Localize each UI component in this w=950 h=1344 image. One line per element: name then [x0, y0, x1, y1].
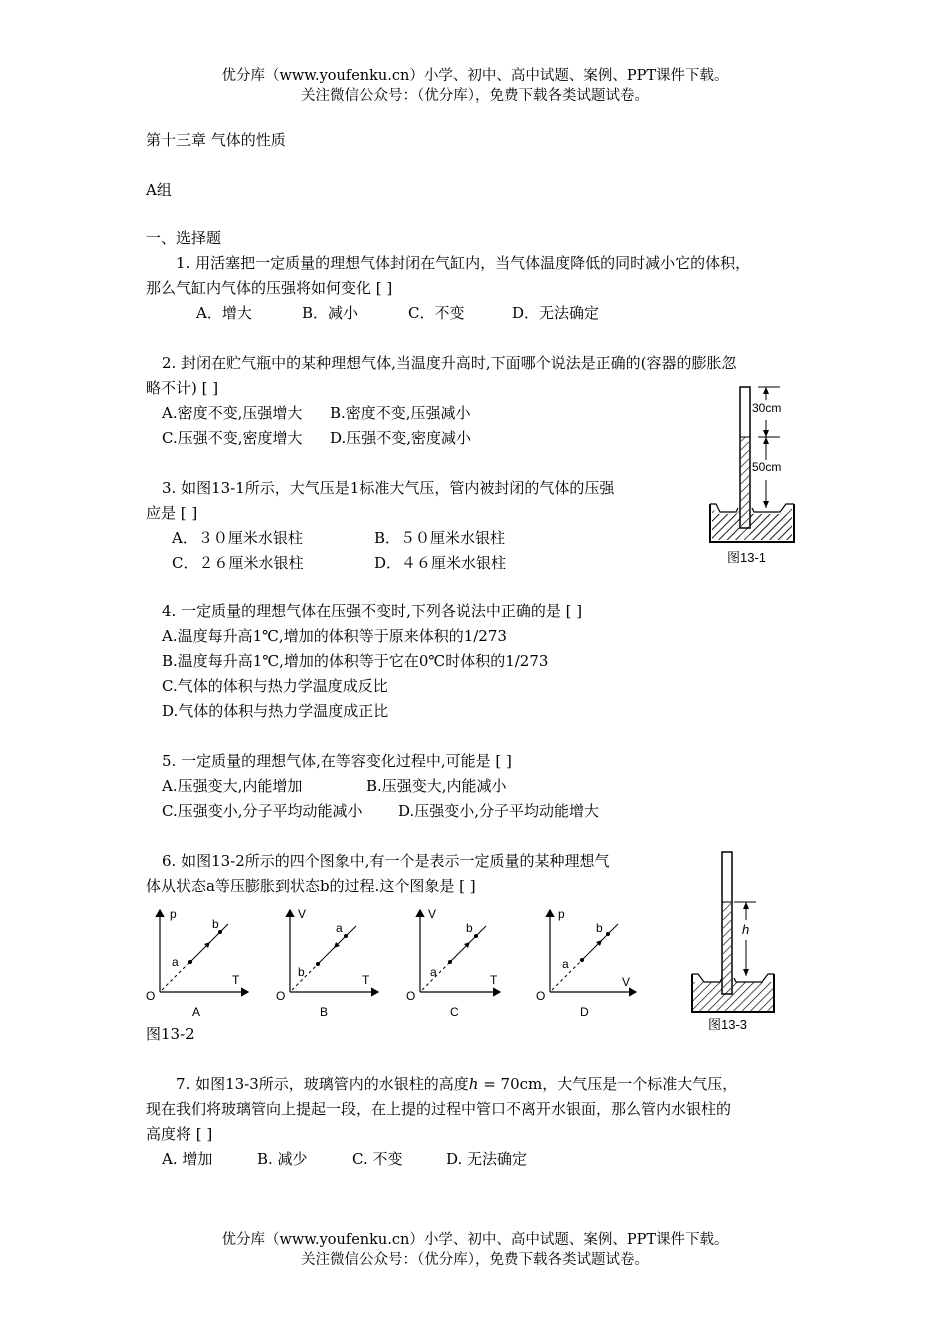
q1-option-c: C．不变 — [408, 304, 465, 322]
fig13-2-d-yaxis: p — [558, 907, 565, 921]
section-heading: 一、选择题 — [146, 229, 222, 247]
fig13-2-d-origin: O — [536, 989, 546, 1003]
fig13-2-a-state-b: b — [212, 917, 219, 931]
q2-stem-line2: 略不计) [ ] — [146, 379, 219, 397]
q7-stem-line1 — [176, 1074, 737, 1094]
q2-option-a: A.密度不变,压强增大 — [162, 404, 303, 422]
q7-option-c: C. 不变 — [352, 1150, 403, 1168]
q6-stem-line1: 6. 如图13-2所示的四个图象中,有一个是表示一定质量的某种理想气 — [162, 852, 610, 870]
header-line-1: 优分库（www.youfenku.cn）小学、初中、高中试题、案例、PPT课件下载。 — [221, 68, 729, 84]
q3-stem-line2: 应是 [ ] — [146, 504, 198, 522]
fig13-2-a-xaxis: T — [232, 973, 240, 987]
q4-option-a: A.温度每升高1℃,增加的体积等于原来体积的1/273 — [162, 627, 507, 645]
q5-stem: 5. 一定质量的理想气体,在等容变化过程中,可能是 [ ] — [162, 752, 512, 770]
fig13-1-caption: 图13-1 — [727, 550, 767, 565]
q2-stem-line1: 2. 封闭在贮气瓶中的某种理想气体,当温度升高时,下面哪个说法是正确的(容器的膨胀忽 — [162, 354, 737, 372]
fig13-2-a-yaxis: p — [170, 907, 177, 921]
footer-line-1: 优分库（www.youfenku.cn）小学、初中、高中试题、案例、PPT课件下载。 — [221, 1232, 729, 1248]
q3-option-b: B．５０厘米水银柱 — [374, 529, 506, 547]
chapter-title: 第十三章 气体的性质 — [146, 131, 286, 149]
q5-option-c: C.压强变小,分子平均动能减小 — [162, 802, 363, 820]
q5-option-b: B.压强变大,内能减小 — [366, 777, 507, 795]
fig13-2-b-origin: O — [276, 989, 286, 1003]
q2-option-d: D.压强不变,密度减小 — [330, 429, 472, 447]
group-label: A组 — [146, 181, 172, 199]
fig13-2-d-state-a: a — [562, 957, 569, 971]
fig13-3-caption: 图13-3 — [708, 1017, 748, 1032]
fig13-2-panel-b — [276, 907, 378, 1019]
q7-stem-part2: = 70cm，大气压是一个标准大气压， — [478, 1075, 738, 1093]
fig13-2-caption: 图13-2 — [146, 1025, 195, 1043]
q3-option-d: D．４６厘米水银柱 — [374, 554, 507, 572]
footer-line-2: 关注微信公众号：（优分库），免费下载各类试题试卷。 — [301, 1252, 649, 1268]
q7-option-b: B. 减少 — [257, 1150, 308, 1168]
fig13-2-c-state-b: b — [466, 921, 473, 935]
q4-option-c: C.气体的体积与热力学温度成反比 — [162, 677, 388, 695]
q7-option-d: D. 无法确定 — [446, 1150, 528, 1168]
fig13-2-b-yaxis: V — [298, 907, 307, 921]
figure-13-2 — [140, 904, 650, 1019]
fig13-2-c-yaxis: V — [428, 907, 437, 921]
fig13-2-panel-d — [536, 907, 636, 1019]
q1-option-b: B．减小 — [302, 304, 359, 322]
fig13-2-c-label: C — [450, 1005, 459, 1019]
q7-stem-line2: 现在我们将玻璃管向上提起一段，在上提的过程中管口不离开水银面，那么管内水银柱的 — [146, 1100, 732, 1118]
fig13-2-a-state-a: a — [172, 955, 179, 969]
fig13-2-b-state-b: b — [298, 965, 305, 979]
q4-option-b: B.温度每升高1℃,增加的体积等于它在0℃时体积的1/273 — [162, 652, 549, 670]
q1-option-d: D．无法确定 — [512, 304, 600, 322]
fig13-2-panel-a — [146, 907, 248, 1019]
q5-option-a: A.压强变大,内能增加 — [162, 777, 303, 795]
q1-option-a: A．增大 — [196, 304, 252, 322]
q4-option-d: D.气体的体积与热力学温度成正比 — [162, 702, 389, 720]
fig13-2-c-state-a: a — [430, 965, 437, 979]
q5-option-d: D.压强变小,分子平均动能增大 — [398, 802, 600, 820]
q7-option-a: A. 增加 — [162, 1150, 213, 1168]
fig13-2-panel-c — [406, 907, 500, 1019]
q1-stem-line1: 1. 用活塞把一定质量的理想气体封闭在气缸内，当气体温度降低的同时减小它的体积， — [176, 254, 751, 272]
fig13-2-b-state-a: a — [336, 921, 343, 935]
fig13-2-a-label: A — [192, 1005, 201, 1019]
fig13-2-d-label: D — [580, 1005, 589, 1019]
q3-option-a: A．３０厘米水银柱 — [172, 529, 303, 547]
header-line-2: 关注微信公众号：（优分库），免费下载各类试题试卷。 — [301, 88, 649, 104]
fig13-2-d-state-b: b — [596, 921, 603, 935]
figure-13-3 — [684, 848, 784, 1033]
q3-stem-line1: 3. 如图13-1所示，大气压是1标准大气压，管内被封闭的气体的压强 — [162, 479, 615, 497]
fig13-2-b-label: B — [320, 1005, 329, 1019]
fig13-2-a-origin: O — [146, 989, 156, 1003]
fig13-3-label-h: h — [742, 922, 750, 937]
q7-h-symbol: h — [468, 1075, 479, 1093]
q7-stem-line3: 高度将 [ ] — [146, 1125, 213, 1143]
q1-stem-line2: 那么气缸内气体的压强将如何变化 [ ] — [146, 279, 393, 297]
q2-option-c: C.压强不变,密度增大 — [162, 429, 303, 447]
fig13-2-d-xaxis: V — [622, 975, 631, 989]
fig13-2-c-origin: O — [406, 989, 416, 1003]
q4-stem: 4. 一定质量的理想气体在压强不变时,下列各说法中正确的是 [ ] — [162, 602, 583, 620]
fig13-1-label-50cm: 50cm — [752, 460, 782, 474]
fig13-2-b-xaxis: T — [362, 973, 370, 987]
q2-option-b: B.密度不变,压强减小 — [330, 404, 471, 422]
figure-13-1 — [700, 380, 810, 570]
q3-option-c: C．２６厘米水银柱 — [172, 554, 304, 572]
fig13-1-label-30cm: 30cm — [752, 401, 782, 415]
q7-stem-part1: 7. 如图13-3所示，玻璃管内的水银柱的高度 — [176, 1075, 469, 1093]
q6-stem-line2: 体从状态a等压膨胀到状态b的过程.这个图象是 [ ] — [146, 877, 476, 895]
fig13-2-c-xaxis: T — [490, 973, 498, 987]
